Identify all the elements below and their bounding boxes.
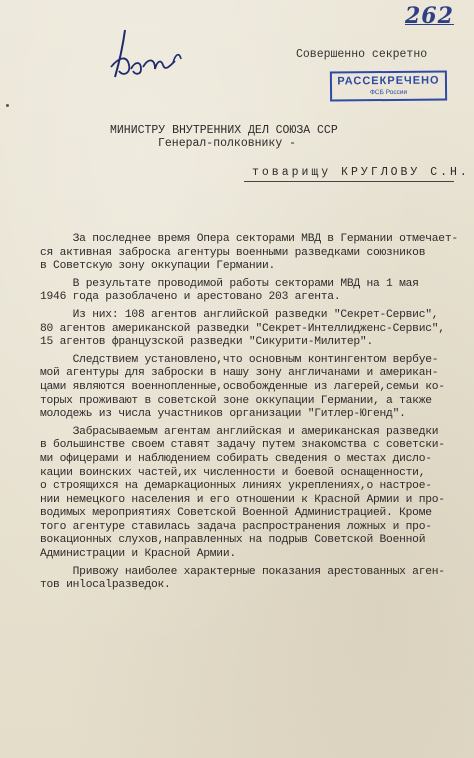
text-line: Администрации и Красной Армии. — [40, 548, 236, 561]
text-line: водимых мероприятиях Советской Военной Администрацией. Кроме — [40, 507, 432, 520]
text-line: цами являются военнопленные,освобожденные из лагерей,семьи ко- — [40, 380, 445, 393]
text-line: ся активная заброска агентуры военными разведками союзников — [40, 246, 426, 259]
text-line: Забрасываемым агентам английская и американская разведки — [40, 425, 439, 438]
addressee-line-3: товарищу КРУГЛОВУ С.Н. — [252, 166, 470, 179]
paragraph — [40, 233, 470, 274]
addressee-line-1: МИНИСТРУ ВНУТРЕННИХ ДЕЛ СОЮЗА ССР — [110, 124, 338, 137]
text-line: тов инlocalразведок. — [40, 579, 171, 592]
paragraph — [40, 278, 470, 305]
classification-label: Совершенно секретно — [296, 48, 428, 61]
addressee-underline — [244, 181, 454, 182]
margin-dot — [6, 104, 9, 107]
paragraph — [40, 566, 470, 593]
text-line: 80 агентов американской разведки "Секрет-Интеллидженс-Сервис", — [40, 322, 445, 335]
letter-body — [40, 233, 470, 593]
text-line: Из них: 108 агентов английской разведки "Секрет-Сервис", — [40, 308, 439, 321]
text-line: В результате проводимой работы секторами МВД на 1 мая — [40, 277, 419, 290]
text-line: кации воинских частей,их численности и боевой оснащенности, — [40, 466, 426, 479]
text-line: 1946 года разоблачено и арестовано 203 агента. — [40, 291, 341, 304]
addressee-line-2: Генерал-полковнику - — [158, 137, 297, 150]
text-line: молодежь из числа участников организации "Гитлер-Югенд". — [40, 408, 406, 421]
text-line: нии немецкого населения и его отношении к Красной Армии и про- — [40, 493, 445, 506]
paragraph — [40, 354, 470, 422]
text-line: За последнее время Опера секторами МВД в Германии отмечает- — [40, 233, 458, 245]
text-line: в Советскую зону оккупации Германии. — [40, 260, 276, 273]
text-line: в большинстве своем ставят задачу путем знакомства с советски- — [40, 439, 445, 452]
archive-page-number: 262 — [405, 3, 454, 29]
text-line: торых проживают в советской зоне оккупации Германии, а также — [40, 394, 432, 407]
text-line: мой агентуры для заброски в нашу зону англичанами и американ- — [40, 367, 439, 380]
text-line: Следствием установлено,что основным контингентом вербуе- — [40, 353, 439, 366]
text-line: 15 агентов французской разведки "Сикурити-Милитер". — [40, 336, 373, 349]
text-line: того агентуре ставилась задача распространения ложных и про- — [40, 520, 432, 533]
text-line: Привожу наиболее характерные показания арестованных аген- — [40, 565, 445, 578]
handwritten-signature — [105, 25, 185, 85]
text-line: о строящихся на демаркационных линиях укреплениях,о настрое- — [40, 480, 432, 493]
paragraph — [40, 426, 470, 562]
paragraph — [40, 309, 470, 350]
stamp-title: РАССЕКРЕЧЕНО — [337, 74, 440, 88]
declassified-stamp — [330, 70, 447, 101]
stamp-subtitle: ФСБ России — [369, 88, 408, 97]
text-line: вокационных слухов,направленных на подрыв Советской Военной — [40, 534, 426, 547]
text-line: ми офицерами и наблюдением собирать сведения о местах дисло- — [40, 452, 432, 465]
